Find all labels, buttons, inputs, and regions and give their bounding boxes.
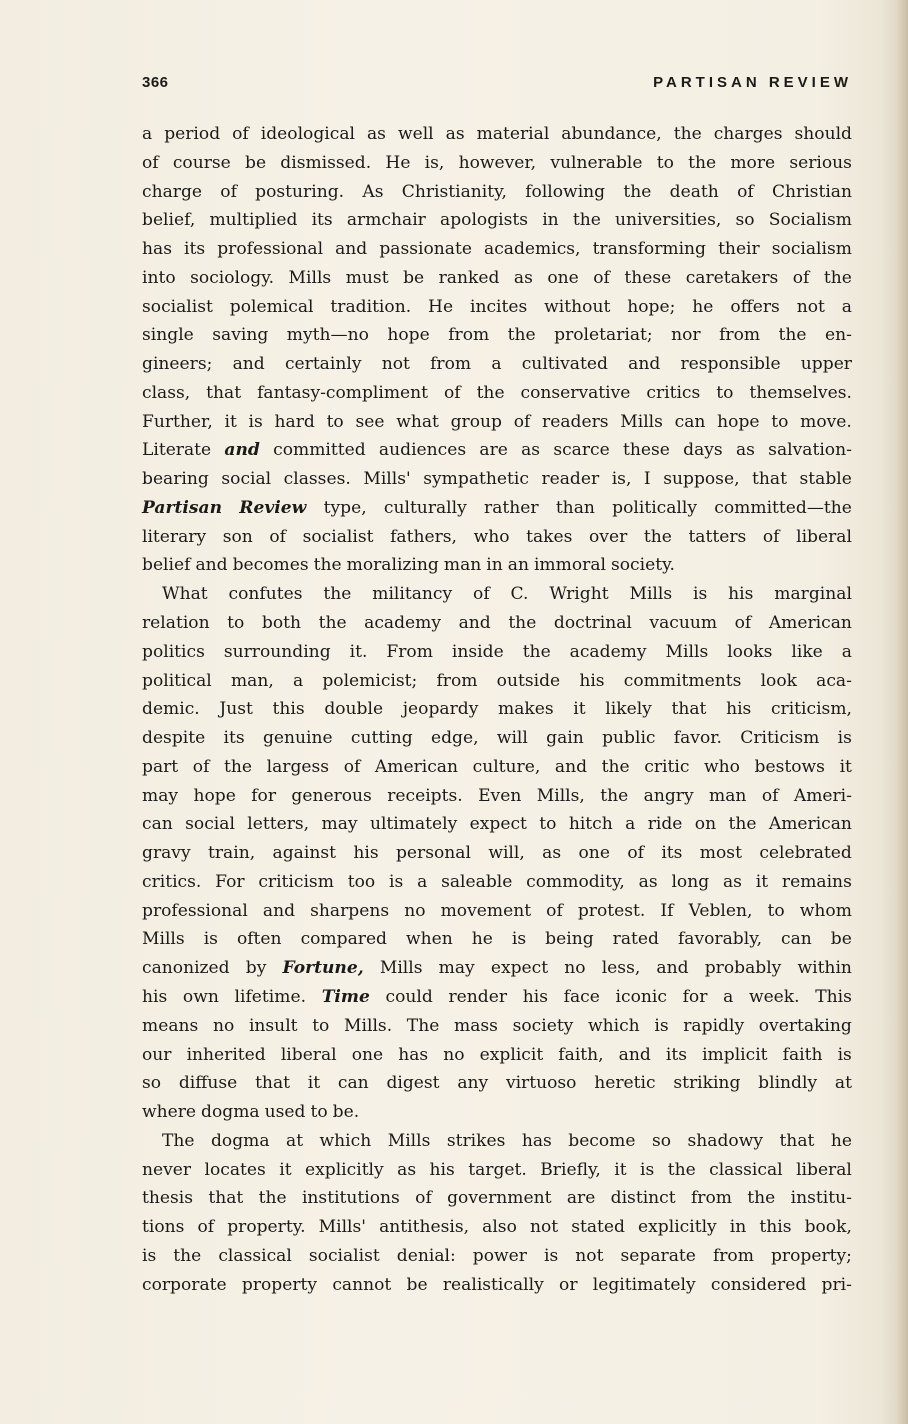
text-line: into sociology. Mills must be ranked as one of these caretakers of the xyxy=(142,267,852,288)
text-line: his own lifetime. Time could render his face iconic for a week. This xyxy=(142,986,852,1007)
text-line: so diffuse that it can digest any virtuoso heretic striking blindly at xyxy=(142,1073,852,1094)
text-line: bearing social classes. Mills' sympathetic reader is, I suppose, that stable xyxy=(142,469,852,490)
running-head: PARTISAN REVIEW xyxy=(653,74,852,91)
text-line: politics surrounding it. From inside the academy Mills looks like a xyxy=(142,641,852,662)
text-line: belief and becomes the moralizing man in an immoral society. xyxy=(142,555,675,576)
text-line: political man, a polemicist; from outside his commitments look aca- xyxy=(142,670,852,691)
text-line: canonized by Fortune, Mills may expect no less, and probably within xyxy=(142,958,852,979)
text-line: Partisan Review type, culturally rather than politically committed—the xyxy=(142,497,852,518)
text-line: means no insult to Mills. The mass society which is rapidly overtaking xyxy=(142,1015,852,1036)
text-line: relation to both the academy and the doctrinal vacuum of American xyxy=(142,613,852,634)
text-line: charge of posturing. As Christianity, following the death of Christian xyxy=(142,181,852,202)
text-line: corporate property cannot be realistically or legitimately considered pri- xyxy=(142,1274,852,1295)
text-line: Mills is often compared when he is being rated favorably, can be xyxy=(142,929,852,950)
text-line: demic. Just this double jeopardy makes it likely that his criticism, xyxy=(142,699,852,720)
text-line: part of the largess of American culture, and the critic who bestows it xyxy=(142,756,852,777)
text-line: thesis that the institutions of government are distinct from the institu- xyxy=(142,1188,852,1209)
text-line: What confutes the militancy of C. Wright Mills is his marginal xyxy=(162,584,852,605)
text-line: tions of property. Mills' antithesis, also not stated explicitly in this book, xyxy=(142,1217,852,1238)
text-line: The dogma at which Mills strikes has become so shadowy that he xyxy=(162,1130,852,1151)
text-line: literary son of socialist fathers, who takes over the tatters of liberal xyxy=(142,526,852,547)
text-line: gravy train, against his personal will, as one of its most celebrated xyxy=(142,843,852,864)
text-line: Literate and committed audiences are as scarce these days as salvation- xyxy=(142,440,852,461)
text-line: a period of ideological as well as material abundance, the charges should xyxy=(142,124,852,144)
text-line: can social letters, may ultimately expect to hitch a ride on the American xyxy=(142,814,852,835)
page-header xyxy=(142,74,852,98)
text-line: single saving myth—no hope from the proletariat; nor from the en- xyxy=(142,325,852,346)
page-edge-shadow xyxy=(896,0,908,1424)
text-line: never locates it explicitly as his target. Briefly, it is the classical liberal xyxy=(142,1159,852,1180)
text-line: Further, it is hard to see what group of readers Mills can hope to move. xyxy=(142,411,852,432)
page-number: 366 xyxy=(142,74,169,91)
text-line: our inherited liberal one has no explicit faith, and its implicit faith is xyxy=(142,1044,852,1065)
text-line: critics. For criticism too is a saleable commodity, as long as it remains xyxy=(142,871,852,892)
text-line: belief, multiplied its armchair apologists in the universities, so Socialism xyxy=(142,210,852,231)
text-line: of course be dismissed. He is, however, vulnerable to the more serious xyxy=(142,152,852,173)
body-text xyxy=(142,120,852,1299)
text-line: socialist polemical tradition. He incites without hope; he offers not a xyxy=(142,296,852,317)
text-line: has its professional and passionate academics, transforming their socialism xyxy=(142,239,852,260)
text-line: where dogma used to be. xyxy=(142,1102,360,1123)
text-line: professional and sharpens no movement of protest. If Veblen, to whom xyxy=(142,900,852,921)
text-line: despite its genuine cutting edge, will gain public favor. Criticism is xyxy=(142,728,852,749)
text-line: gineers; and certainly not from a cultivated and responsible upper xyxy=(142,354,852,375)
text-line: is the classical socialist denial: power is not separate from property; xyxy=(142,1245,852,1266)
text-line: may hope for generous receipts. Even Mills, the angry man of Ameri- xyxy=(142,785,852,806)
text-line: class, that fantasy-compliment of the conservative critics to themselves. xyxy=(142,382,852,403)
